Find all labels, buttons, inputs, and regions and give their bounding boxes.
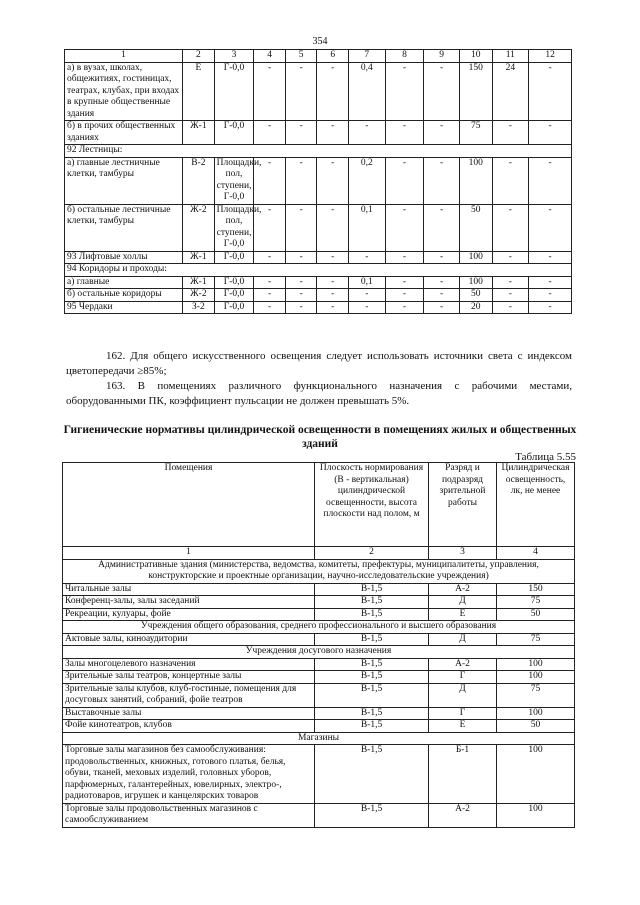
table-cell: Площадки, пол, ступени, Г-0,0 bbox=[214, 204, 254, 251]
table-cell: Ж-1 bbox=[183, 121, 215, 145]
section-cell: Учреждения общего образования, среднего профессионального и высшего образования bbox=[63, 621, 575, 634]
table-row bbox=[65, 301, 572, 314]
table-cell: 50 bbox=[459, 204, 492, 251]
table-cell: Г bbox=[429, 707, 497, 720]
table-cell: - bbox=[529, 289, 572, 302]
table-cell: Торговые залы магазинов без самообслуживания: продовольственных, книжных, готового платья, белья, обуви, тканей, меховых изделий, головных уборов, парфюмерных, галантерейных, ювелирных, электро-, радиотоваров, игрушек и канцелярских товаров bbox=[63, 745, 315, 804]
table-cell: Г-0,0 bbox=[214, 121, 254, 145]
section-cell: Магазины bbox=[63, 732, 575, 745]
column-number-cell: 8 bbox=[385, 50, 424, 63]
table-cell: - bbox=[317, 301, 349, 314]
table-row bbox=[63, 608, 575, 621]
table-cell: Площадки, пол, ступени, Г-0,0 bbox=[214, 157, 254, 204]
table-cell: - bbox=[285, 121, 317, 145]
table-cell: Г-0,0 bbox=[214, 289, 254, 302]
table-cell: б) остальные лестничные клетки, тамбуры bbox=[65, 204, 183, 251]
table-cell: - bbox=[529, 157, 572, 204]
column-header: Цилиндрическая освещенность, лк, не менее bbox=[497, 463, 575, 547]
table-cell: - bbox=[529, 121, 572, 145]
table-cell: Е bbox=[429, 720, 497, 733]
table-cell: Зрительные залы театров, концертные залы bbox=[63, 671, 315, 684]
table-cell: - bbox=[424, 157, 460, 204]
column-number-cell: 4 bbox=[254, 50, 286, 63]
table-cell: Г-0,0 bbox=[214, 251, 254, 264]
table-cell: - bbox=[424, 301, 460, 314]
table-cell: 95 Чердаки bbox=[65, 301, 183, 314]
table-row bbox=[65, 204, 572, 251]
column-header: Плоскость нормирования (В - вертикальная) цилиндрической освещенности, высота плоскости над полом, м bbox=[315, 463, 429, 547]
table-cell: - bbox=[317, 276, 349, 289]
table-cell: Ж-2 bbox=[183, 204, 215, 251]
table-cell: - bbox=[317, 121, 349, 145]
table-header-row bbox=[65, 50, 572, 63]
table-row bbox=[63, 720, 575, 733]
table-section-row bbox=[65, 145, 572, 158]
column-number-cell: 9 bbox=[424, 50, 460, 63]
table-cell: 50 bbox=[497, 720, 575, 733]
table-row bbox=[63, 803, 575, 827]
table-cell: - bbox=[285, 251, 317, 264]
table-cell: - bbox=[424, 204, 460, 251]
table-cell: - bbox=[492, 121, 529, 145]
table-cell: - bbox=[529, 62, 572, 121]
table-cell: Зрительные залы клубов, клуб-гостиные, помещения для досуговых занятий, собраний, фойе театров bbox=[63, 683, 315, 707]
column-number-cell: 1 bbox=[65, 50, 183, 63]
table-cell: 93 Лифтовые холлы bbox=[65, 251, 183, 264]
table-cell: В-1,5 bbox=[315, 633, 429, 646]
table-cell: В-1,5 bbox=[315, 707, 429, 720]
table-cell: - bbox=[285, 204, 317, 251]
table-cell: 75 bbox=[497, 596, 575, 609]
section-cell: Учреждения досугового назначения bbox=[63, 646, 575, 659]
table-cell: В-1,5 bbox=[315, 658, 429, 671]
table-cell: 75 bbox=[497, 683, 575, 707]
table-cell: - bbox=[348, 301, 385, 314]
cylindrical-illumination-table bbox=[62, 462, 575, 828]
table-header-row bbox=[63, 463, 575, 547]
lighting-norms-table-continued bbox=[64, 49, 572, 314]
column-number-cell: 3 bbox=[214, 50, 254, 63]
table-row bbox=[63, 583, 575, 596]
table-cell: В-1,5 bbox=[315, 803, 429, 827]
table-cell: а) в вузах, школах, общежитиях, гостиницах, театрах, клубах, при входах в крупные общественные здания bbox=[65, 62, 183, 121]
table-cell: - bbox=[385, 289, 424, 302]
table-cell: В-1,5 bbox=[315, 608, 429, 621]
table-row bbox=[65, 251, 572, 264]
table-cell: - bbox=[285, 276, 317, 289]
table-row bbox=[65, 121, 572, 145]
table-cell: - bbox=[529, 251, 572, 264]
table-cell: Г bbox=[429, 671, 497, 684]
table-section-row bbox=[65, 264, 572, 277]
column-number-cell: 11 bbox=[492, 50, 529, 63]
table-cell: - bbox=[254, 121, 286, 145]
table-cell: А-2 bbox=[429, 658, 497, 671]
table-cell: - bbox=[254, 62, 286, 121]
table-cell: - bbox=[529, 276, 572, 289]
column-number-row bbox=[63, 547, 575, 560]
table-cell: 100 bbox=[459, 157, 492, 204]
table-cell: Актовые залы, киноаудитории bbox=[63, 633, 315, 646]
table-section-row bbox=[63, 621, 575, 634]
table-title: Гигиенические нормативы цилиндрической освещенности в помещениях жилых и общественных зданий bbox=[63, 424, 577, 450]
paragraph-163: 163. В помещениях различного функционального назначения с рабочими местами, оборудованными ПК, коэффициент пульсации не должен превышать 5%. bbox=[66, 380, 572, 407]
section-cell: Административные здания (министерства, ведомства, комитеты, префектуры, муниципалитеты, управления, конструкторские и проектные организации, научно-исследовательские учреждения) bbox=[63, 559, 575, 583]
table-row bbox=[65, 157, 572, 204]
table-cell: б) в прочих общественных зданиях bbox=[65, 121, 183, 145]
table-cell: В-1,5 bbox=[315, 720, 429, 733]
column-header: Помещения bbox=[63, 463, 315, 547]
table-cell: - bbox=[424, 121, 460, 145]
table-cell: - bbox=[424, 289, 460, 302]
table-cell: 75 bbox=[459, 121, 492, 145]
table-cell: - bbox=[348, 289, 385, 302]
table-row bbox=[63, 658, 575, 671]
table-cell: В-1,5 bbox=[315, 671, 429, 684]
table-cell: - bbox=[317, 157, 349, 204]
table-row bbox=[63, 683, 575, 707]
table-cell: - bbox=[285, 62, 317, 121]
table-cell: - bbox=[348, 121, 385, 145]
table-cell: - bbox=[424, 251, 460, 264]
table-cell: 100 bbox=[497, 658, 575, 671]
table-cell: - bbox=[285, 157, 317, 204]
table-cell: В-1,5 bbox=[315, 745, 429, 804]
table-row bbox=[63, 671, 575, 684]
table-cell: Фойе кинотеатров, клубов bbox=[63, 720, 315, 733]
table-cell: - bbox=[492, 289, 529, 302]
table-cell: 75 bbox=[497, 633, 575, 646]
column-header: Разряд и подразряд зрительной работы bbox=[429, 463, 497, 547]
table-cell: Ж-1 bbox=[183, 276, 215, 289]
table-cell: - bbox=[492, 276, 529, 289]
table-cell: - bbox=[348, 251, 385, 264]
table-cell: 50 bbox=[497, 608, 575, 621]
table-cell: 100 bbox=[459, 276, 492, 289]
column-number-cell: 1 bbox=[63, 547, 315, 560]
table-cell: - bbox=[492, 251, 529, 264]
table-row bbox=[65, 276, 572, 289]
table-cell: Г-0,0 bbox=[214, 276, 254, 289]
table-cell: б) остальные коридоры bbox=[65, 289, 183, 302]
column-number-cell: 3 bbox=[429, 547, 497, 560]
table-cell: - bbox=[385, 251, 424, 264]
table-section-row bbox=[63, 559, 575, 583]
table-row bbox=[63, 596, 575, 609]
table-cell: - bbox=[385, 121, 424, 145]
table-cell: - bbox=[254, 157, 286, 204]
table-cell: - bbox=[254, 276, 286, 289]
table-cell: - bbox=[529, 301, 572, 314]
table-cell: - bbox=[424, 62, 460, 121]
table-cell: А-2 bbox=[429, 583, 497, 596]
table-row bbox=[63, 707, 575, 720]
table-cell: Торговые залы продовольственных магазинов с самообслуживанием bbox=[63, 803, 315, 827]
column-number-cell: 2 bbox=[315, 547, 429, 560]
column-number-cell: 4 bbox=[497, 547, 575, 560]
table-cell: а) главные bbox=[65, 276, 183, 289]
table-cell: В-2 bbox=[183, 157, 215, 204]
table-cell: 0,1 bbox=[348, 276, 385, 289]
table-section-row bbox=[63, 646, 575, 659]
table-cell: Г-0,0 bbox=[214, 62, 254, 121]
table-cell: В-1,5 bbox=[315, 583, 429, 596]
table-cell: - bbox=[254, 289, 286, 302]
table-cell: - bbox=[492, 204, 529, 251]
table-cell: - bbox=[317, 62, 349, 121]
table-cell: 100 bbox=[497, 707, 575, 720]
table-cell: 100 bbox=[497, 803, 575, 827]
table-cell: 24 bbox=[492, 62, 529, 121]
table-cell: - bbox=[317, 204, 349, 251]
table-cell: - bbox=[385, 204, 424, 251]
table-cell: Д bbox=[429, 596, 497, 609]
table-cell: Выставочные залы bbox=[63, 707, 315, 720]
table-row bbox=[63, 745, 575, 804]
table-cell: - bbox=[285, 301, 317, 314]
table-section-row bbox=[63, 732, 575, 745]
section-cell: 92 Лестницы: bbox=[65, 145, 572, 158]
paragraph-162: 162. Для общего искусственного освещения следует использовать источники света с индексом цветопередачи ≥85%; bbox=[66, 350, 572, 377]
table-cell: Читальные залы bbox=[63, 583, 315, 596]
table-cell: Д bbox=[429, 683, 497, 707]
table-cell: А-2 bbox=[429, 803, 497, 827]
table-cell: Г-0,0 bbox=[214, 301, 254, 314]
table-cell: 0,1 bbox=[348, 204, 385, 251]
table-label: Таблица 5.55 bbox=[515, 451, 576, 463]
table-cell: Д bbox=[429, 633, 497, 646]
table-cell: - bbox=[492, 157, 529, 204]
table-cell: Рекреации, кулуары, фойе bbox=[63, 608, 315, 621]
table-cell: Е bbox=[183, 62, 215, 121]
column-number-cell: 6 bbox=[317, 50, 349, 63]
table-cell: З-2 bbox=[183, 301, 215, 314]
column-number-cell: 2 bbox=[183, 50, 215, 63]
table-cell: Конференц-залы, залы заседаний bbox=[63, 596, 315, 609]
table-cell: - bbox=[317, 289, 349, 302]
table-cell: 100 bbox=[497, 745, 575, 804]
table-cell: - bbox=[492, 301, 529, 314]
table-cell: Б-1 bbox=[429, 745, 497, 804]
table-cell: В-1,5 bbox=[315, 596, 429, 609]
table-cell: 150 bbox=[497, 583, 575, 596]
table-cell: - bbox=[385, 62, 424, 121]
table-cell: Е bbox=[429, 608, 497, 621]
table-cell: Ж-1 bbox=[183, 251, 215, 264]
table-row bbox=[63, 633, 575, 646]
section-cell: 94 Коридоры и проходы: bbox=[65, 264, 572, 277]
table-cell: - bbox=[254, 204, 286, 251]
column-number-cell: 10 bbox=[459, 50, 492, 63]
table-cell: 100 bbox=[497, 671, 575, 684]
table-row bbox=[65, 289, 572, 302]
table-row bbox=[65, 62, 572, 121]
table-cell: 0,2 bbox=[348, 157, 385, 204]
column-number-cell: 5 bbox=[285, 50, 317, 63]
table-cell: В-1,5 bbox=[315, 683, 429, 707]
table-cell: Залы многоцелевого назначения bbox=[63, 658, 315, 671]
table-cell: - bbox=[254, 301, 286, 314]
column-number-cell: 12 bbox=[529, 50, 572, 63]
table-cell: - bbox=[385, 157, 424, 204]
table-cell: - bbox=[529, 204, 572, 251]
table-cell: 50 bbox=[459, 289, 492, 302]
table-cell: - bbox=[385, 276, 424, 289]
table-cell: - bbox=[285, 289, 317, 302]
table-cell: - bbox=[424, 276, 460, 289]
table-cell: 100 bbox=[459, 251, 492, 264]
table-cell: - bbox=[254, 251, 286, 264]
column-number-cell: 7 bbox=[348, 50, 385, 63]
table-cell: Ж-2 bbox=[183, 289, 215, 302]
table-cell: а) главные лестничные клетки, тамбуры bbox=[65, 157, 183, 204]
table-cell: - bbox=[317, 251, 349, 264]
page-number: 354 bbox=[312, 36, 328, 47]
table-cell: 20 bbox=[459, 301, 492, 314]
table-cell: - bbox=[385, 301, 424, 314]
table-cell: 0,4 bbox=[348, 62, 385, 121]
table-cell: 150 bbox=[459, 62, 492, 121]
